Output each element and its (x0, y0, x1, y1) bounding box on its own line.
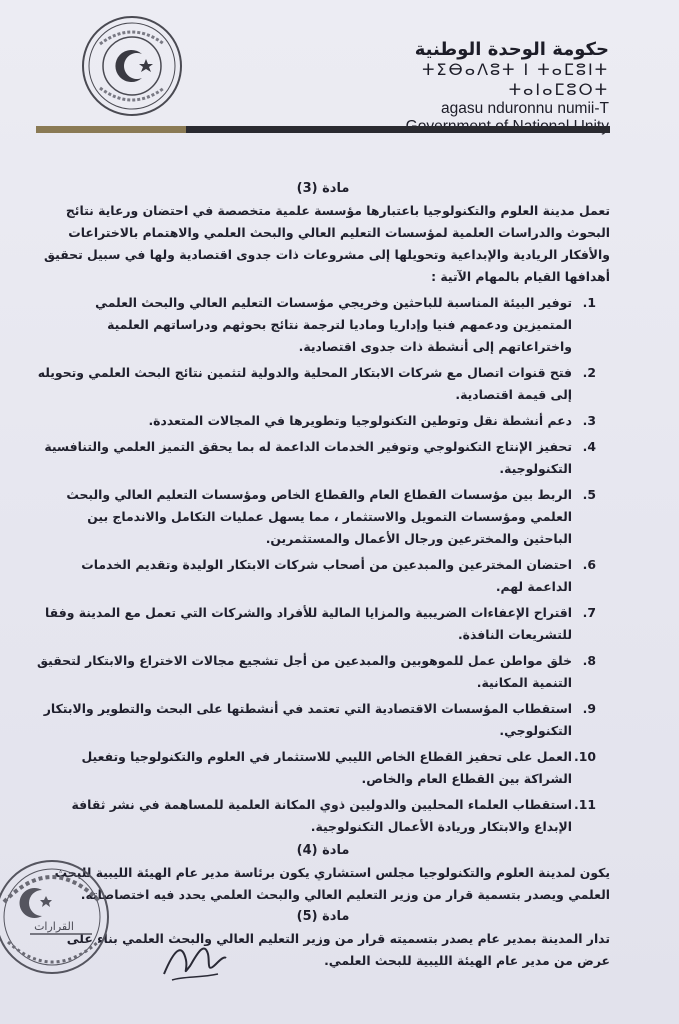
list-item-number: 4. (582, 439, 596, 454)
list-item-text: اقتراح الإعفاءات الضريبية والمزايا المالية للأفراد والشركات التي تعمل مع المدينة وفقا للتشريعات النافذة. (45, 605, 572, 642)
list-item (36, 698, 610, 742)
list-item (36, 484, 610, 550)
list-item-number: 8. (582, 653, 596, 668)
list-item-text: العمل على تحفيز القطاع الخاص الليبي للاستثمار في العلوم والتكنولوجيا وتفعيل الشراكة بين القطاع العام والخاص. (81, 749, 572, 786)
header-divider-accent (36, 126, 186, 133)
article-5-heading: مادة (5) (296, 909, 350, 924)
list-item (36, 602, 610, 646)
government-name-arabic: حكومة الوحدة الوطنية (414, 39, 609, 60)
handwritten-signature-icon (160, 930, 230, 986)
crescent-star-emblem-icon (80, 14, 184, 118)
official-stamp-icon (0, 842, 114, 992)
list-item-text: فتح قنوات اتصال مع شركات الابتكار المحلية والدولية لتثمين نتائج البحث العلمي وتحويله إلى قيمة اقتصادية. (37, 365, 572, 402)
list-item-text: احتضان المخترعين والمبدعين من أصحاب شركات الابتكار الوليدة وتقديم الخدمات الداعمة لهم. (81, 557, 572, 594)
article-4-heading: مادة (4) (296, 843, 350, 858)
list-item-number: 9. (582, 701, 596, 716)
list-item (36, 292, 610, 358)
article-3-heading: مادة (3) (296, 181, 350, 196)
list-item (36, 794, 610, 838)
list-item-text: استقطاب العلماء المحليين والدوليين ذوي المكانة العلمية للمساهمة في نشر ثقافة الإبداع والابتكار وريادة الأعمال التكنولوجية. (71, 797, 572, 834)
list-item-number: 5. (582, 487, 596, 502)
list-item-text: خلق مواطن عمل للموهوبين والمبدعين من أجل تشجيع مجالات الاختراع والابتكار لتحقيق التنمية المكانية. (37, 653, 572, 690)
list-item-number: 2. (582, 365, 596, 380)
list-item-number: 10. (574, 749, 596, 764)
list-item-text: استقطاب المؤسسات الاقتصادية التي تعتمد في أنشطتها على البحث والتطوير والابتكار التكنولوجي. (43, 701, 572, 738)
list-item-text: الربط بين مؤسسات القطاع العام والقطاع الخاص ومؤسسات التعليم العالي والبحث العلمي ومؤسسات التمويل والاستثمار ، مما يسهل عمليات التكامل والاندماج بين الباحثين والمخترعين ورجال الأعمال والمستثمرين. (66, 487, 572, 546)
government-name-tifinagh: ⵜⵉⴱⴰⴷⵓⵜ ⵏ ⵜⴰⵎⵓⵏⵜ ⵜⴰⵏⴰⵎⵓⵔⵜ (422, 60, 609, 99)
svg-text:القرارات: القرارات (34, 920, 74, 933)
list-item-number: 1. (582, 295, 596, 310)
article-4-text: يكون لمدينة العلوم والتكنولوجيا مجلس استشاري يكون برئاسة مدير عام الهيئة الليبية للبحث العلمي ويصدر بتسمية قرار من وزير التعليم العالي والبحث العلمي يحدد فيه اختصاصاته. (54, 865, 610, 902)
list-item-text: توفير البيئة المناسبة للباحثين وخريجي مؤسسات التعليم العالي والبحث العلمي المتميزين ودعمهم فنيا وإداريا وماديا لترجمة نتائج بحوثهم ودراساتهم العلمية واختراعاتهم إلى أنشطة ذات جدوى اقتصادية. (95, 295, 572, 354)
list-item-text: تحفيز الإنتاج التكنولوجي وتوفير الخدمات الداعمة له بما يحقق التميز العلمي والتنافسية التكنولوجية. (44, 439, 572, 476)
list-item (36, 746, 610, 790)
article-3-intro: تعمل مدينة العلوم والتكنولوجيا باعتبارها مؤسسة علمية متخصصة في احتضان ورعاية نتائج البحوث والدراسات العلمية لمؤسسات التعليم العالي والبحث العلمي والاهتمام بالاختراعات والأفكار الريادية والإبداعية وتحويلها إلى مشروعات ذات جدوى اقتصادية ولها في سبيل تحقيق أهدافها القيام بالمهام الآتية : (44, 203, 610, 284)
government-header (349, 40, 609, 136)
list-item (36, 554, 610, 598)
list-item-number: 3. (582, 413, 596, 428)
list-item (36, 436, 610, 480)
list-item (36, 650, 610, 694)
list-item-text: دعم أنشطة نقل وتوطين التكنولوجيا وتطويرها في المجالات المتعددة. (148, 413, 572, 428)
article-5-text: تدار المدينة بمدير عام يصدر بتسميته قرار من وزير التعليم العالي والبحث العلمي بناء على عرض من مدير عام الهيئة الليبية للبحث العلمي. (66, 931, 610, 968)
list-item (36, 410, 610, 432)
list-item-number: 6. (582, 557, 596, 572)
government-name-amazigh-latin: agasu nduronnu numii-T (440, 100, 609, 117)
list-item-number: 7. (582, 605, 596, 620)
article-3-items (36, 292, 610, 838)
document-body (36, 178, 610, 972)
list-item (36, 362, 610, 406)
list-item-number: 11. (574, 797, 596, 812)
